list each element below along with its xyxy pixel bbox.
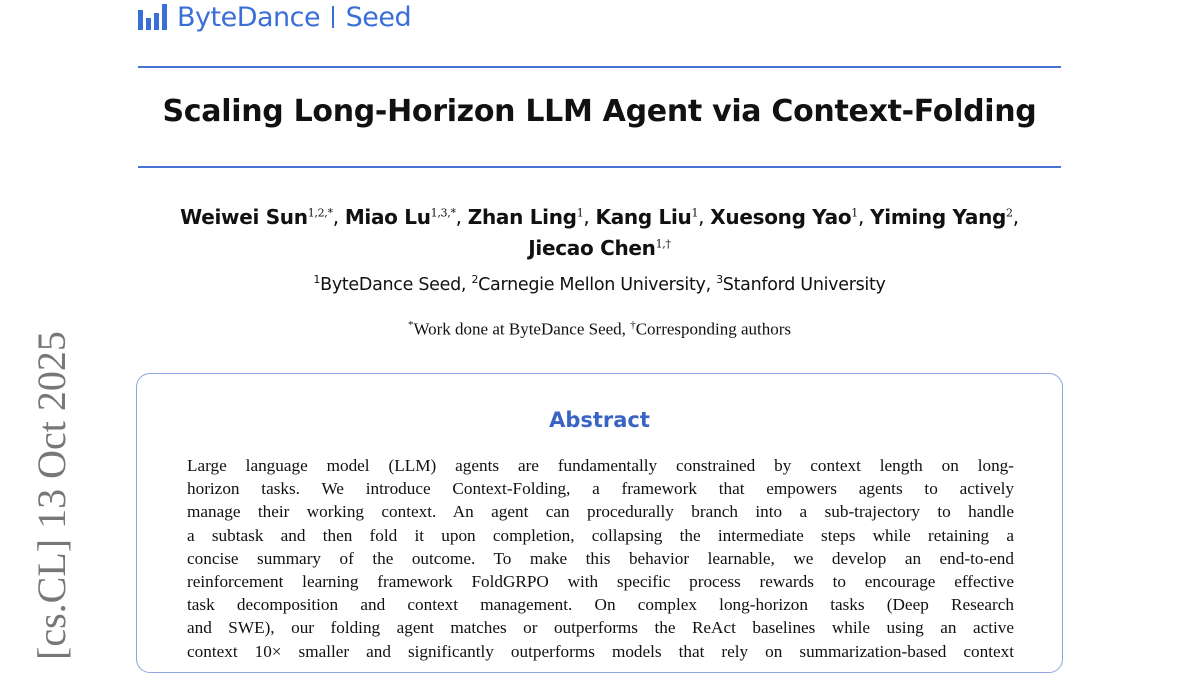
abstract-box — [136, 373, 1063, 673]
affiliations: $^1$ByteDance Seed, $^2$Carnegie Mellon University, $^3$Stanford University — [313, 273, 886, 295]
bytedance-seed-logo — [138, 0, 411, 34]
abstract-body — [187, 454, 1014, 663]
abstract-line: concise summary of the outcome. To make this behavior learnable, we develop an end-to-end — [187, 548, 1014, 568]
abstract-line: task decomposition and context management. On complex long-horizon tasks (Deep Research — [187, 595, 1014, 615]
logo-brand: ByteDance — [177, 1, 321, 33]
abstract-line: context 10× smaller and significantly outperforms models that rely on summarization-based context — [187, 641, 1014, 661]
author: Xuesong Yao$^1$ — [710, 204, 858, 229]
paper-title: Scaling Long-Horizon LLM Agent via Context-Folding — [162, 94, 1037, 129]
author: Weiwei Sun$^{1,2,*}$ — [180, 204, 333, 229]
author: Yiming Yang$^2$ — [870, 204, 1013, 229]
abstract-line: horizon tasks. We introduce Context-Folding, a framework that empowers agents to actively — [187, 479, 1014, 499]
title-rule — [138, 166, 1061, 168]
author-note: *Work done at ByteDance Seed, †Corresponding authors — [407, 319, 792, 339]
logo-product: Seed — [345, 1, 412, 33]
affiliation: $^1$ByteDance Seed — [313, 273, 461, 295]
affiliation: $^2$Carnegie Mellon University — [471, 273, 706, 295]
logo-divider — [332, 6, 334, 28]
abstract-heading: Abstract — [549, 408, 650, 432]
affiliation: $^3$Stanford University — [716, 273, 886, 295]
abstract-line: Large language model (LLM) agents are fundamentally constrained by context length on long- — [187, 456, 1014, 475]
author: Jiecao Chen$^{1,\dagger}$ — [528, 236, 671, 261]
author: Miao $Lu^{1,3,*}$ — [344, 204, 456, 229]
author: Kang Liu$^1$ — [595, 204, 699, 229]
abstract-line: manage their working context. An agent can procedurally branch into a sub-trajectory to handle — [187, 502, 1014, 522]
top-rule — [138, 66, 1061, 68]
abstract-line: and SWE), our folding agent matches or outperforms the ReAct baselines while using an active — [187, 618, 1014, 638]
author: Zhan Ling$^1$ — [467, 204, 584, 229]
bar-chart-logo-icon — [138, 4, 167, 30]
author-list: Weiwei Sun$^{1,2,*}$, Miao $Lu^{1,3,*}$, Zhan Ling$^1$, Kang Liu$^1$, Xuesong Yao$^1$, Yiming Yang$^2$, Jiecao Chen$^{1,\dagger}$ — [180, 204, 1019, 261]
abstract-line: a subtask and then fold it upon completion, collapsing the intermediate steps while retaining a — [187, 525, 1014, 545]
abstract-line: reinforcement learning framework FoldGRPO with specific process rewards to encourage effective — [187, 572, 1014, 592]
arxiv-stamp: [cs.CL] 13 Oct 2025 — [29, 331, 74, 660]
